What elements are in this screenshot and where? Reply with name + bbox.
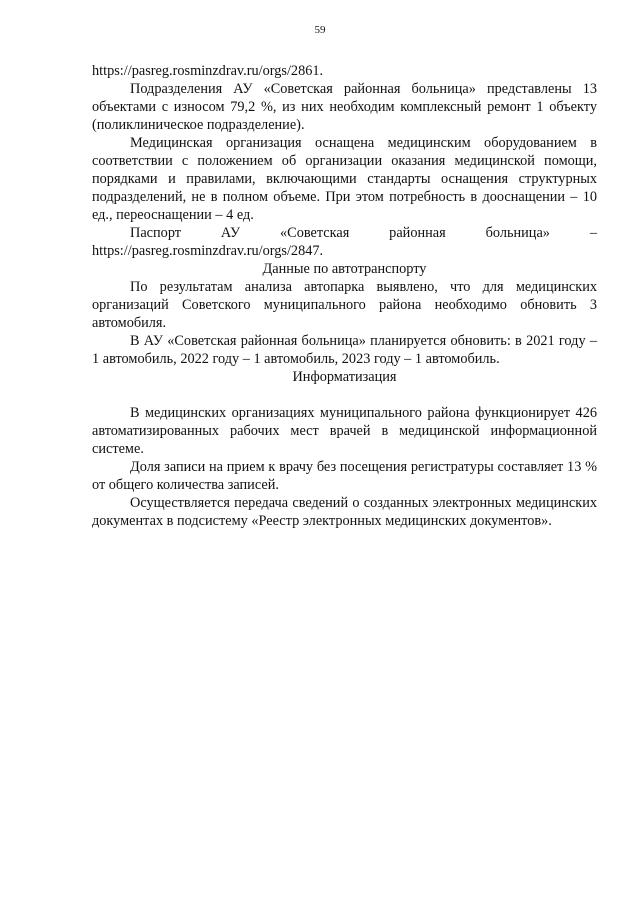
paragraph-appointments: Доля записи на прием к врачу без посещения регистратуры составляет 13 % от общего количества записей.	[92, 459, 597, 493]
paragraph-fleet-analysis: По результатам анализа автопарка выявлено, что для медицинских организаций Советского муниципального района необходимо обновить 3 автомобиля.	[92, 279, 597, 331]
link-passport-2861[interactable]: https://pasreg.rosminzdrav.ru/orgs/2861.	[92, 63, 324, 79]
paragraph-passport: Паспорт АУ «Советская районная больница» – https://pasreg.rosminzdrav.ru/orgs/2847.	[92, 225, 597, 259]
paragraph-e-documents: Осуществляется передача сведений о созданных электронных медицинских документах в подсистему «Реестр электронных медицинских документов».	[92, 495, 597, 529]
paragraph-departments: Подразделения АУ «Советская районная больница» представлены 13 объектами с износом 79,2 %, из них необходим комплексный ремонт 1 объекту (поликлиническое подразделение).	[92, 81, 597, 133]
paragraph-fleet-plan: В АУ «Советская районная больница» планируется обновить: в 2021 году – 1 автомобиль, 2022 году – 1 автомобиль, 2023 году – 1 автомобиль.	[92, 333, 597, 367]
paragraph-equipment: Медицинская организация оснащена медицинским оборудованием в соответствии с положением об организации оказания медицинской помощи, порядками и правилами, включающими стандарты оснащения структурных подразделений, не в полном объеме. При этом потребность в дооснащении – 10 ед., переоснащении – 4 ед.	[92, 135, 597, 223]
page-number: 59	[314, 24, 326, 36]
heading-transport: Данные по автотранспорту	[262, 261, 427, 277]
document-body	[92, 62, 597, 530]
heading-informatization: Информатизация	[292, 369, 397, 385]
paragraph-workstations: В медицинских организациях муниципального района функционирует 426 автоматизированных рабочих мест врачей в медицинской информационной системе.	[92, 405, 597, 457]
